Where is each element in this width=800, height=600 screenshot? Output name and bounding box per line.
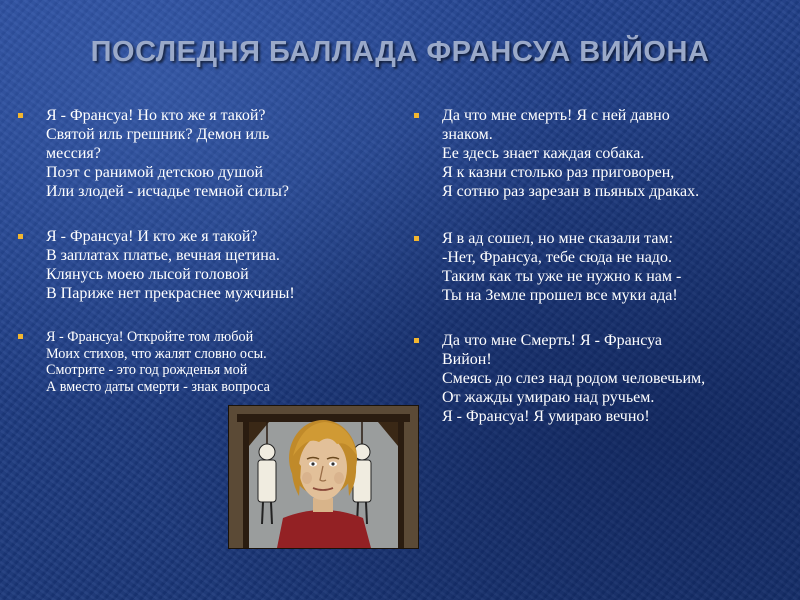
- stanza-line: Ее здесь знает каждая собака.: [442, 145, 645, 162]
- stanza-line: Клянусь моею лысой головой: [46, 266, 249, 283]
- slide-title: ПОСЛЕДНЯ БАЛЛАДА ФРАНСУА ВИЙОНА: [90, 36, 710, 68]
- stanza-line: Таким как ты уже не нужно к нам -: [442, 268, 682, 285]
- stanza-line: Смеясь до слез над родом человечьим,: [442, 370, 706, 387]
- stanza: [414, 106, 784, 201]
- stanza-line: Я - Франсуа! Я умираю вечно!: [442, 408, 650, 425]
- stanza-line: Я в ад сошел, но мне сказали там:: [442, 230, 674, 247]
- stanza: [18, 106, 378, 201]
- left-column: [18, 106, 378, 421]
- villon-portrait-image: [229, 406, 418, 548]
- stanza-line: В заплатах платье, вечная щетина.: [46, 247, 280, 264]
- stanza-line: Я к казни столько раз приговорен,: [442, 164, 675, 181]
- bullet-icon: [414, 113, 419, 118]
- stanza-line: Я сотню раз зарезан в пьяных драках.: [442, 183, 700, 200]
- bullet-icon: [414, 236, 419, 241]
- stanza: [18, 227, 378, 303]
- stanza-line: Я - Франсуа! И кто же я такой?: [46, 228, 258, 245]
- stanza-line: Да что мне Смерть! Я - Франсуа: [442, 332, 663, 349]
- stanza-line: Смотрите - это год рожденья мой: [46, 362, 248, 378]
- bullet-icon: [18, 234, 23, 239]
- stanza: [414, 331, 784, 426]
- stanza-line: Ты на Земле прошел все муки ада!: [442, 287, 678, 304]
- right-column: [414, 106, 784, 452]
- stanza-line: В Париже нет прекраснее мужчины!: [46, 285, 295, 302]
- stanza: [18, 329, 378, 395]
- stanza-line: Моих стихов, что жалят словно осы.: [46, 345, 267, 362]
- stanza-line: А вместо даты смерти - знак вопроса: [46, 378, 270, 395]
- stanza-line: знаком.: [442, 126, 493, 143]
- stanza-line: мессия?: [46, 145, 101, 162]
- stanza-line: Да что мне смерть! Я с ней давно: [442, 107, 670, 124]
- bullet-icon: [414, 338, 419, 343]
- stanza-line: Вийон!: [442, 351, 492, 368]
- stanza-line: Я - Франсуа! Но кто же я такой?: [46, 107, 266, 124]
- bullet-icon: [18, 334, 23, 339]
- stanza-line: Я - Франсуа! Откройте том любой: [46, 329, 254, 345]
- bullet-icon: [18, 113, 23, 118]
- stanza-line: Святой иль грешник? Демон иль: [46, 126, 270, 143]
- stanza-line: От жажды умираю над ручьем.: [442, 389, 655, 406]
- stanza-line: Поэт с ранимой детскою душой: [46, 164, 264, 181]
- stanza-line: -Нет, Франсуа, тебе сюда не надо.: [442, 249, 672, 266]
- stanza-line: Или злодей - исчадье темной силы?: [46, 183, 289, 200]
- stanza: [414, 229, 784, 305]
